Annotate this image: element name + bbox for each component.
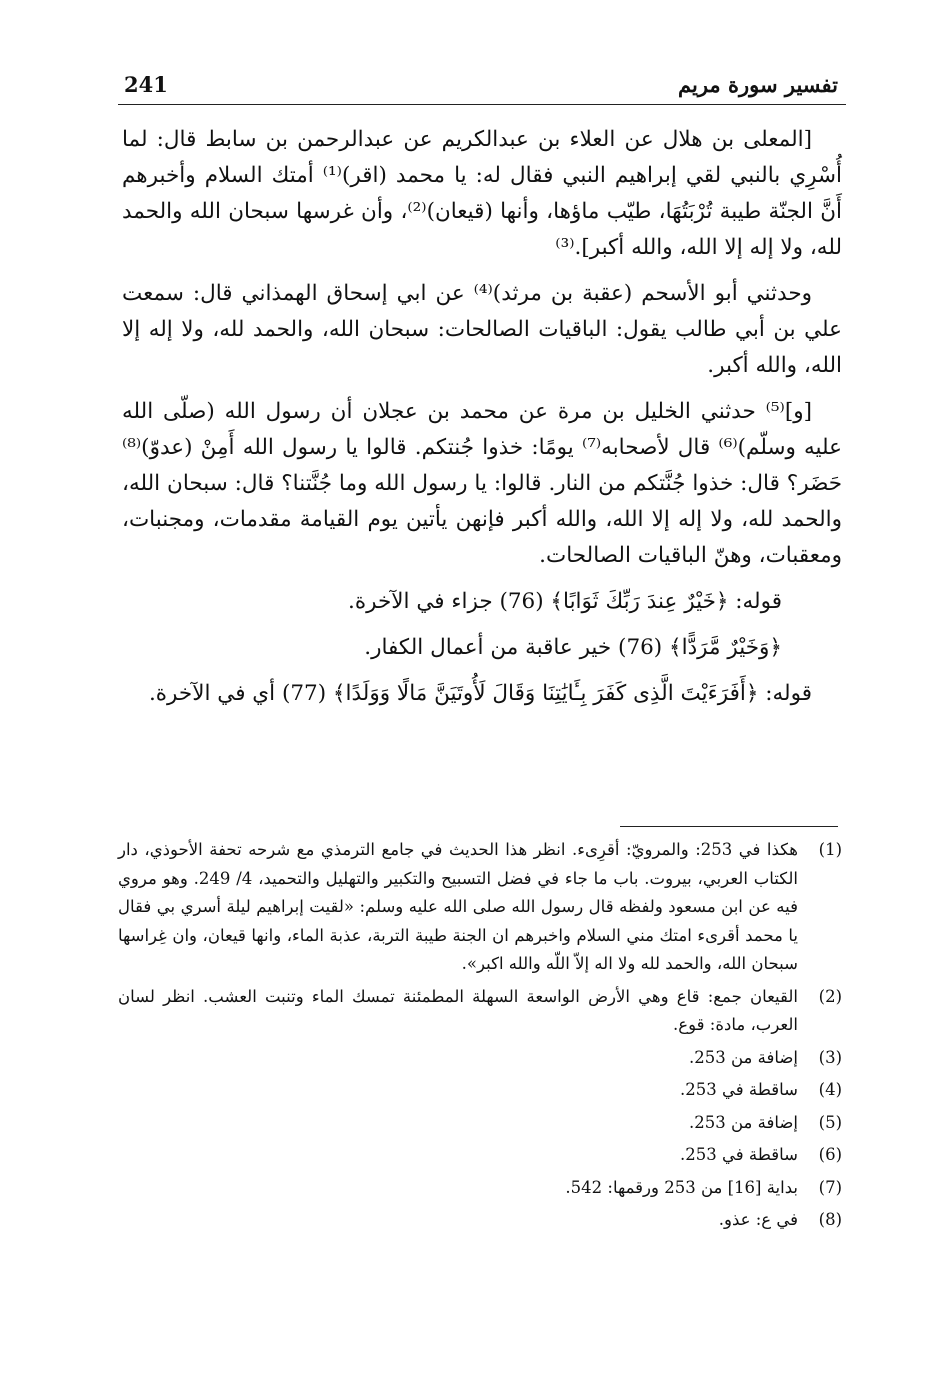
footnote — [118, 983, 842, 1040]
running-title: تفسير سورة مريم — [678, 72, 838, 97]
footnote — [118, 1044, 842, 1073]
paragraph-verse-76a: قوله: ﴿خَيْرٌ عِندَ رَبِّكَ ثَوَابًا﴾ (76) جزاء في الآخرة. — [348, 589, 782, 614]
footnote-number: (8) — [818, 1210, 842, 1229]
paragraph-baqiyat: وحدثني أبو الأسحم (عقبة بن مرثد)⁽⁴⁾ عن ابي إسحاق الهمذاني قال: سمعت علي بن أبي طالب يقول: الباقيات الصالحات: سبحان الله، والحمد لله، ولا إله إلا الله، والله أكبر. — [122, 281, 842, 378]
footnote-text: بداية [16] من 253 ورقمها: 542. — [565, 1177, 798, 1197]
footnote-text: هكذا في 253: والمرويّ: أقرِىء. انظر هذا الحديث في جامع الترمذي مع شرحه تحفة الأحوذي، دار الكتاب العربي، بيروت. باب ما جاء في فضل التسبيح والتكبير والتهليل والتحميد، 4/ 249. وهو مروي فيه عن ابن مسعود ولفظه قال رسول الله صلى الله عليه وسلم: «لقيت إبراهيم ليلة أسري بي فقال يا محمد أقرىء امتك مني السلام واخبرهم ان الجنة طيبة التربة، عذبة الماء، وانها قيعان، وان غِراسها سبحان الله، والحمد لله ولا اله إلاّ اللّه والله اكبر». — [118, 840, 798, 973]
header-rule — [118, 104, 846, 105]
footnote-number: (5) — [818, 1112, 842, 1132]
footnote-text: ساقطة في 253. — [679, 1080, 798, 1099]
footnote — [118, 1141, 842, 1170]
paragraph-hadith-sabit: [المعلى بن هلال عن العلاء بن عبدالكريم عن عبدالرحمن بن سابط قال: لما أُسْرِي بالنبي لقي إبراهيم النبي فقال له: يا محمد (اقر)⁽¹⁾ أمتك السلام وأخبرهم أَنَّ الجنّة طيبة تُرْبَتُهَا، طيّب ماؤها، وأنها (قيعان)⁽²⁾، وأن غرسها سبحان الله والحمد لله، ولا إله إلا الله، والله أكبر].⁽³⁾ — [122, 127, 843, 260]
footnote — [118, 1109, 842, 1138]
footnote — [118, 836, 842, 979]
page-header — [118, 66, 844, 106]
main-text — [122, 122, 842, 722]
footnote-text: إضافة من 253. — [689, 1047, 798, 1067]
footnote-text: ساقطة في 253. — [679, 1145, 798, 1164]
paragraph-verse-76b: ﴿وَخَيْرٌ مَّرَدًّا﴾ (76) خير عاقبة من أعمال الكفار. — [364, 635, 782, 660]
footnote-text: القيعان جمع: قاع وهي الأرض الواسعة السهلة المطمئنة تمسك الماء وتنبت العشب. انظر لسان العرب، مادة: قوع. — [118, 986, 798, 1034]
footnote-text: في ع: عذو. — [718, 1210, 798, 1229]
footnotes — [118, 836, 842, 1239]
footnote-number: (1) — [818, 840, 842, 859]
footnote-number: (3) — [818, 1047, 842, 1067]
footnote — [118, 1206, 842, 1235]
footnote — [118, 1076, 842, 1105]
footnote-number: (6) — [818, 1145, 842, 1164]
footnote-number: (4) — [818, 1080, 842, 1099]
footnote-text: إضافة من 253. — [689, 1112, 798, 1132]
paragraph-verse-77: قوله: ﴿أَفَرَءَيْتَ الَّذِى كَفَرَ بِـَٔايَٰتِنَا وَقَالَ لَأُوتَيَنَّ مَالًا وَوَلَدًا﴾ (77) أي في الآخرة. — [148, 681, 812, 706]
footnote-number: (2) — [818, 986, 842, 1006]
footnote-number: (7) — [818, 1177, 842, 1197]
footnote-separator — [620, 826, 838, 827]
page-number: 241 — [124, 72, 168, 97]
footnote — [118, 1174, 842, 1203]
paragraph-junnatukum: [و]⁽⁵⁾ حدثني الخليل بن مرة عن محمد بن عجلان أن رسول الله (صلّى الله عليه وسلّم)⁽⁶⁾ قال لأصحابه⁽⁷⁾ يومًا: خذوا جُنتكم. قالوا يا رسول الله أَمِنْ (عدوّ)⁽⁸⁾ حَضَر؟ قال: خذوا جُنَّتكم من النار. قالوا: يا رسول الله وما جُنَّتنا؟ قال: سبحان الله، والحمد لله، ولا إله إلا الله، والله أكبر فإنهن يأتين يوم القيامة مقدمات، ومجنبات، ومعقبات، وهنّ الباقيات الصالحات. — [122, 399, 842, 568]
